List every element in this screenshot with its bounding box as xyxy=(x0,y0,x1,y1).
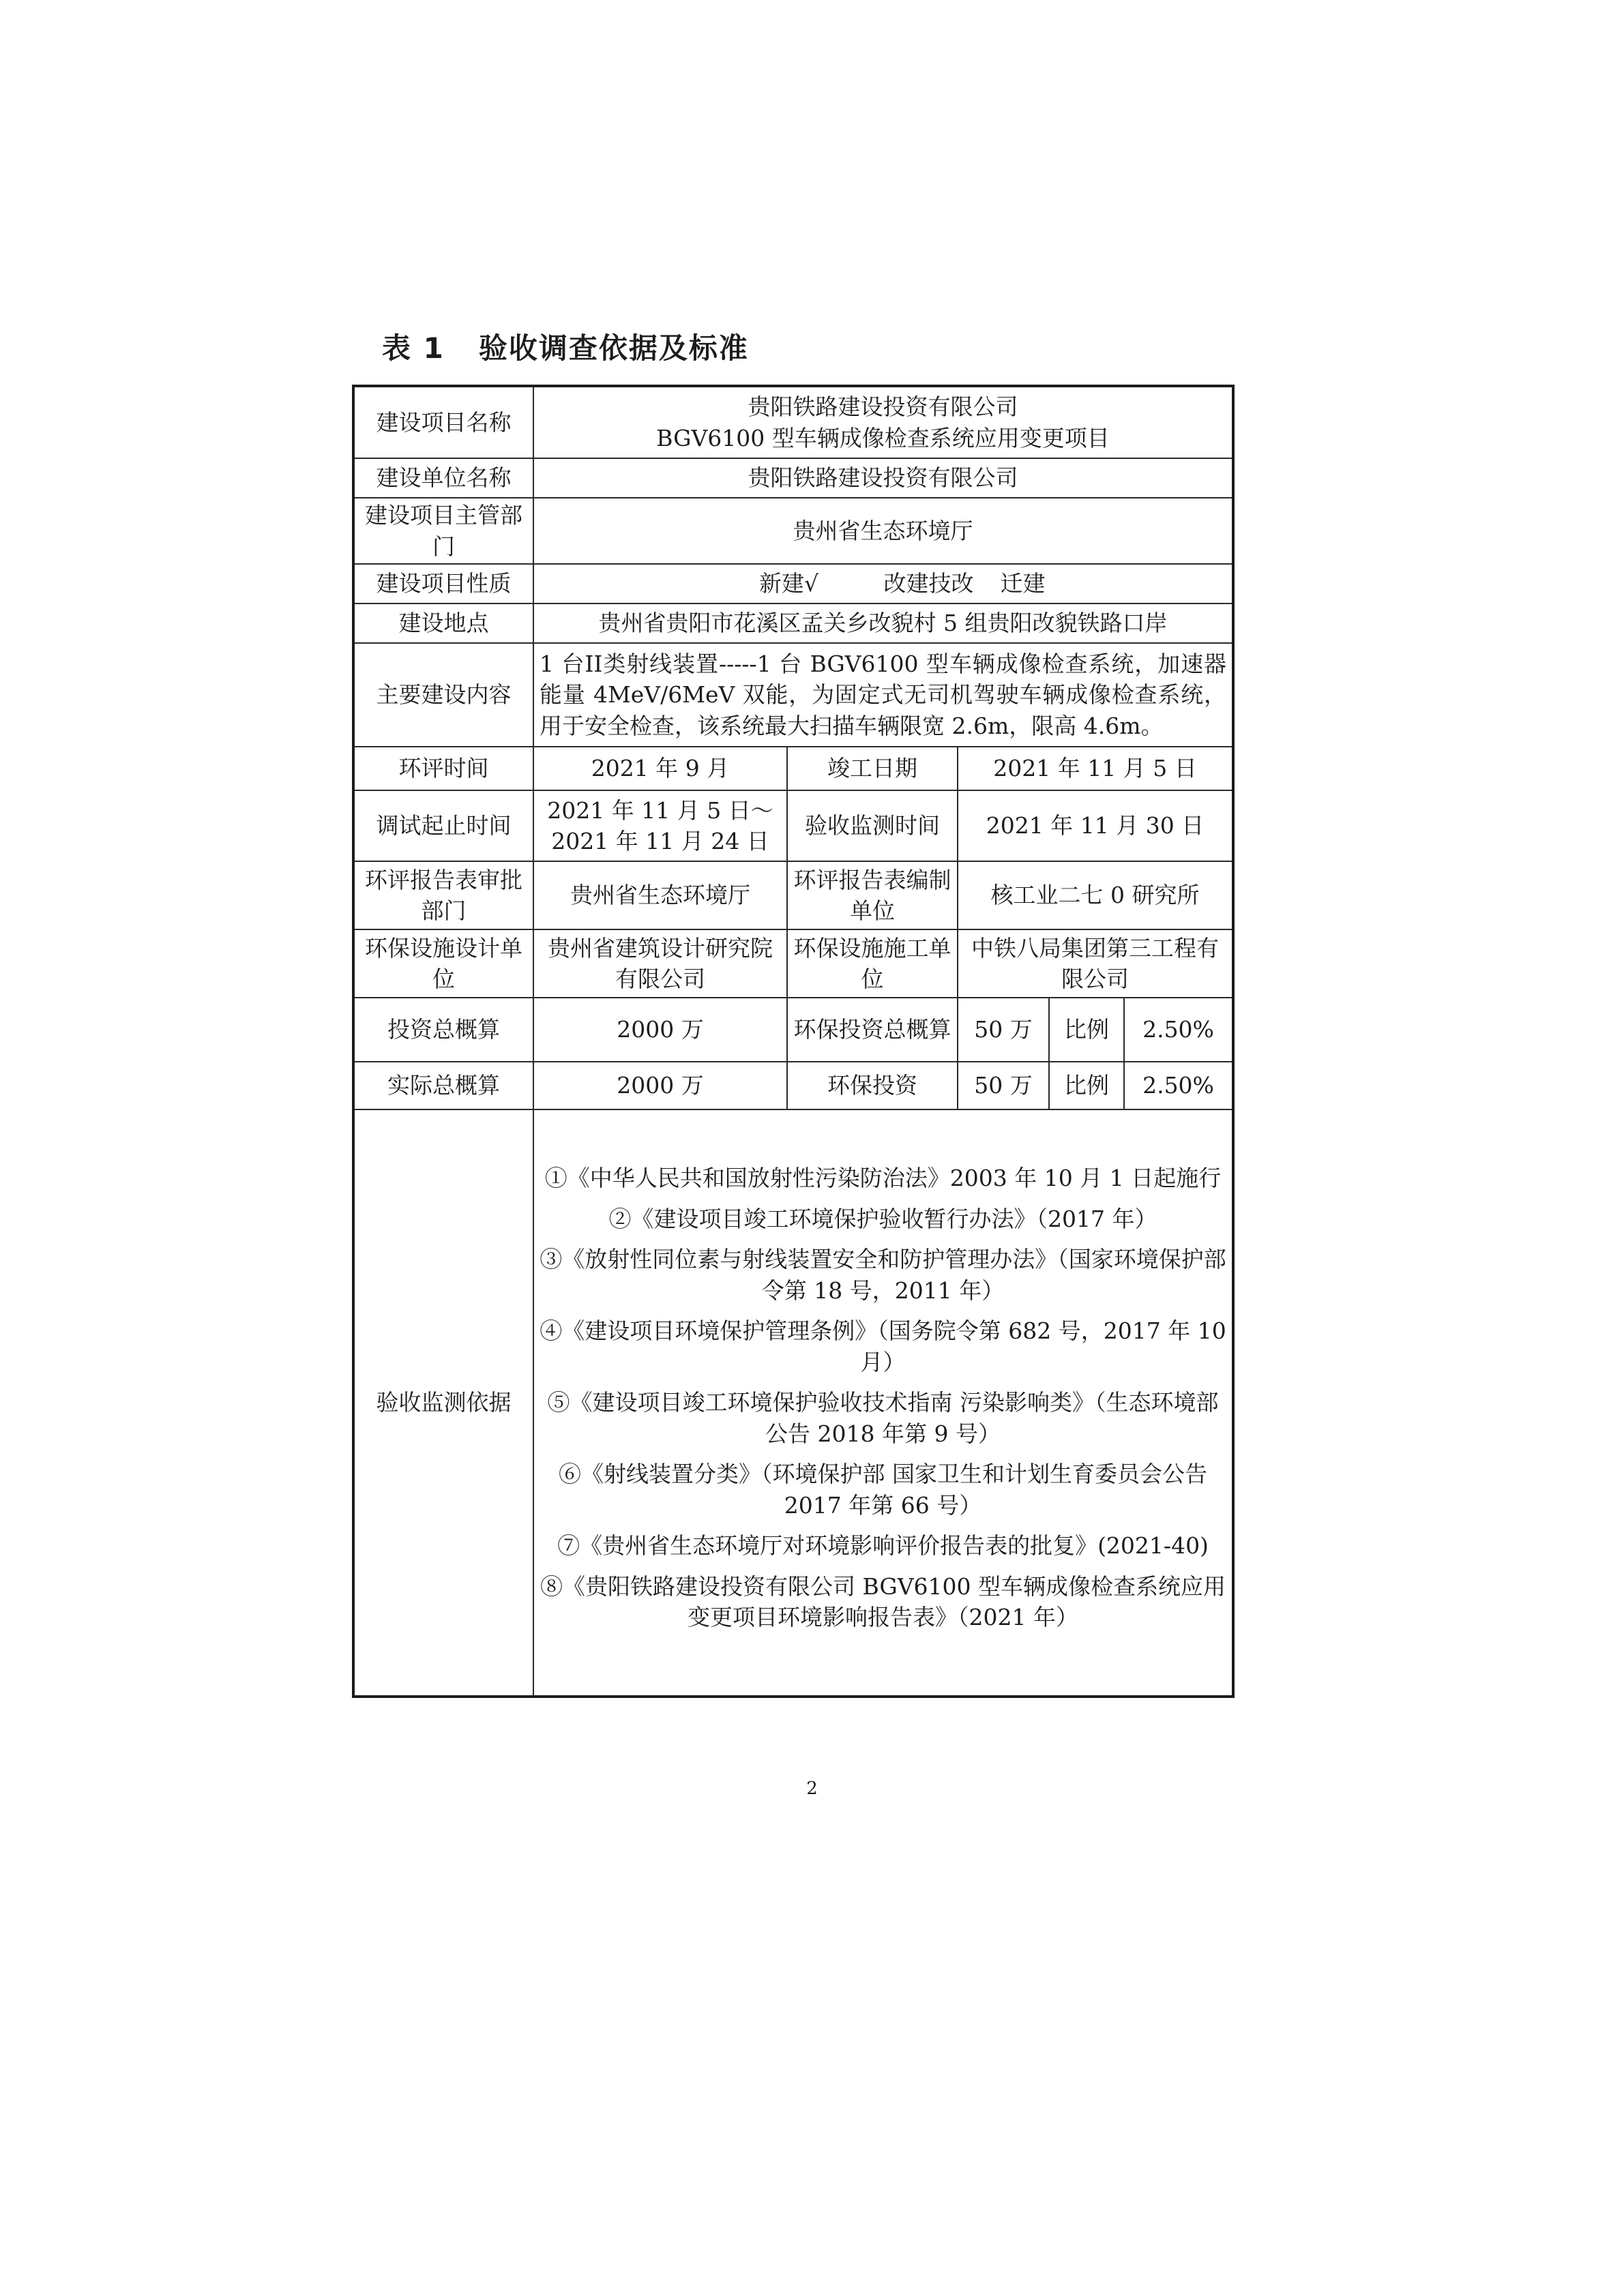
nature-label: 建设项目性质 xyxy=(353,564,533,603)
location-value: 贵州省贵阳市花溪区孟关乡改貌村 5 组贵阳改貌铁路口岸 xyxy=(533,603,1233,643)
project-name-line2: BGV6100 型车辆成像检查系统应用变更项目 xyxy=(656,424,1110,451)
nature-relocate: 迁建 xyxy=(1000,570,1046,597)
compile-value: 核工业二七 0 研究所 xyxy=(958,861,1233,929)
basis-item: ⑦《贵州省生态环境厅对环境影响评价报告表的批复》(2021-40) xyxy=(557,1532,1209,1560)
construct-value: 中铁八局集团第三工程有限公司 xyxy=(958,929,1233,998)
row-content xyxy=(353,643,1233,747)
completion-value: 2021 年 11 月 5 日 xyxy=(958,747,1233,790)
row-design xyxy=(353,929,1233,998)
project-name-line1: 贵阳铁路建设投资有限公司 xyxy=(748,393,1018,420)
row-project-name xyxy=(353,386,1233,458)
project-name-value xyxy=(533,386,1233,458)
row-basis xyxy=(353,1109,1233,1697)
basis-list xyxy=(533,1109,1233,1697)
actual-ratio-label: 比例 xyxy=(1049,1062,1124,1109)
row-trial xyxy=(353,790,1233,861)
nature-rebuild: 改建技改 xyxy=(883,570,974,597)
project-name-label: 建设项目名称 xyxy=(353,386,533,458)
authority-label: 建设项目主管部门 xyxy=(353,498,533,564)
row-approval xyxy=(353,861,1233,929)
compile-label: 环评报告表编制单位 xyxy=(787,861,958,929)
env-budget-value: 50 万 xyxy=(958,998,1049,1062)
basis-item: ②《建设项目竣工环境保护验收暂行办法》（2017 年） xyxy=(608,1205,1157,1232)
table-title: 验收调查依据及标准 xyxy=(478,331,749,365)
row-unit-name xyxy=(353,458,1233,498)
unit-name-value: 贵阳铁路建设投资有限公司 xyxy=(533,458,1233,498)
basis-item: ③《放射性同位素与射线装置安全和防护管理办法》（国家环境保护部令第 18 号，2011 年） xyxy=(540,1246,1226,1304)
approval-value: 贵州省生态环境厅 xyxy=(533,861,787,929)
basis-item: ⑤《建设项目竣工环境保护验收技术指南 污染影响类》（生态环境部公告 2018 年第 9 号） xyxy=(547,1389,1219,1447)
content-label: 主要建设内容 xyxy=(353,643,533,747)
content-value: 1 台II类射线装置-----1 台 BGV6100 型车辆成像检查系统，加速器能量 4MeV/6MeV 双能，为固定式无司机驾驶车辆成像检查系统，用于安全检查，该系统最大扫描车辆限宽 2.6m，限高 4.6m。 xyxy=(533,643,1233,747)
basis-item: ⑧《贵阳铁路建设投资有限公司 BGV6100 型车辆成像检查系统应用变更项目环境影响报告表》（2021 年） xyxy=(540,1572,1226,1631)
row-location xyxy=(353,603,1233,643)
row-actual xyxy=(353,1062,1233,1109)
nature-value xyxy=(533,564,1233,603)
nature-new: 新建√ xyxy=(758,570,819,597)
actual-ratio-value: 2.50% xyxy=(1124,1062,1233,1109)
trial-value xyxy=(533,790,787,861)
construct-label: 环保设施施工单位 xyxy=(787,929,958,998)
row-eia-time xyxy=(353,747,1233,790)
authority-value: 贵州省生态环境厅 xyxy=(533,498,1233,564)
page-title xyxy=(382,326,749,367)
acceptance-basis-table xyxy=(352,385,1235,1698)
basis-item: ①《中华人民共和国放射性污染防治法》2003 年 10 月 1 日起施行 xyxy=(544,1165,1222,1192)
monitor-time-label: 验收监测时间 xyxy=(787,790,958,861)
budget-value: 2000 万 xyxy=(533,998,787,1062)
env-budget-label: 环保投资总概算 xyxy=(787,998,958,1062)
approval-label: 环评报告表审批部门 xyxy=(353,861,533,929)
budget-label: 投资总概算 xyxy=(353,998,533,1062)
actual-env-label: 环保投资 xyxy=(787,1062,958,1109)
page-number: 2 xyxy=(806,1778,818,1799)
location-label: 建设地点 xyxy=(353,603,533,643)
eia-time-label: 环评时间 xyxy=(353,747,533,790)
eia-time-value: 2021 年 9 月 xyxy=(533,747,787,790)
trial-end: 2021 年 11 月 24 日 xyxy=(551,828,769,855)
row-nature xyxy=(353,564,1233,603)
completion-label: 竣工日期 xyxy=(787,747,958,790)
monitor-time-value: 2021 年 11 月 30 日 xyxy=(958,790,1233,861)
design-value: 贵州省建筑设计研究院有限公司 xyxy=(533,929,787,998)
row-budget xyxy=(353,998,1233,1062)
unit-name-label: 建设单位名称 xyxy=(353,458,533,498)
actual-env-value: 50 万 xyxy=(958,1062,1049,1109)
basis-label: 验收监测依据 xyxy=(353,1109,533,1697)
basis-item: ④《建设项目环境保护管理条例》（国务院令第 682 号，2017 年 10 月） xyxy=(540,1317,1226,1375)
budget-ratio-value: 2.50% xyxy=(1124,998,1233,1062)
basis-item: ⑥《射线装置分类》（环境保护部 国家卫生和计划生育委员会公告 2017 年第 66 号） xyxy=(559,1461,1207,1519)
trial-label: 调试起止时间 xyxy=(353,790,533,861)
budget-ratio-label: 比例 xyxy=(1049,998,1124,1062)
trial-start: 2021 年 11 月 5 日～ xyxy=(547,796,773,824)
actual-value: 2000 万 xyxy=(533,1062,787,1109)
row-authority xyxy=(353,498,1233,564)
table-number: 表 1 xyxy=(382,331,445,365)
actual-label: 实际总概算 xyxy=(353,1062,533,1109)
design-label: 环保设施设计单位 xyxy=(353,929,533,998)
